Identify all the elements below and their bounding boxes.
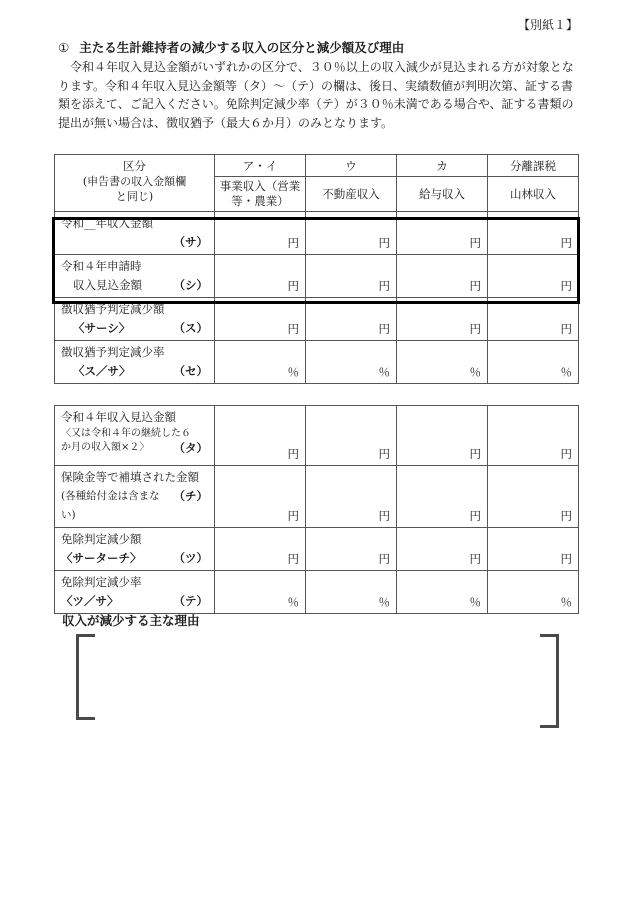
row-label: 徴収猶予判定減少率 〈ス／サ〉 （セ） [55, 341, 215, 384]
percent-cell[interactable] [488, 341, 579, 384]
row-tag: （チ） [173, 489, 208, 503]
unit-label: ％ [378, 365, 390, 379]
unit-label: 円 [469, 279, 481, 293]
instructions-paragraph: 令和４年収入見込金額がいずれかの区分で、３０％以上の収入減少が見込まれる方が対象となります。令和４年収入見込金額等（タ）～（テ）の欄は、後日、実績数値が判明次第、証する書類を添えて、ご記入ください。免除判定減少率（テ）が３０％未満である場合や、証する書類の提出が無い場合は、徴収猶予（最大６か月）のみとなります。 [58, 60, 574, 131]
percent-cell[interactable] [215, 571, 306, 614]
unit-label: 円 [560, 322, 572, 336]
percent-cell[interactable] [397, 571, 488, 614]
col-code-1: ア・イ [215, 155, 306, 177]
row-tag: （タ） [173, 441, 208, 455]
unit-label: 円 [287, 509, 299, 523]
reduction-table-1 [54, 154, 579, 384]
amount-cell[interactable] [397, 528, 488, 571]
amount-cell[interactable] [306, 406, 397, 466]
col-code-2: ウ [306, 155, 397, 177]
reduction-table-2 [54, 405, 579, 614]
col-name-1: 事業収入（営業等・農業） [215, 177, 306, 212]
amount-cell[interactable] [306, 528, 397, 571]
unit-label: 円 [469, 509, 481, 523]
unit-label: 円 [560, 279, 572, 293]
amount-cell[interactable] [215, 212, 306, 255]
unit-label: 円 [378, 447, 390, 461]
row-label: 保険金等で補填された金額 (各種給付金は含まない) （チ） [55, 466, 215, 528]
unit-label: 円 [469, 236, 481, 250]
unit-label: ％ [287, 595, 299, 609]
unit-label: ％ [560, 595, 572, 609]
amount-cell[interactable] [306, 298, 397, 341]
kubun-header: 区分 (申告書の収入金額欄 と同じ) [55, 155, 215, 212]
amount-cell[interactable] [397, 406, 488, 466]
amount-cell[interactable] [215, 298, 306, 341]
col-name-2: 不動産収入 [306, 177, 397, 212]
bracket-right [540, 634, 559, 728]
unit-label: 円 [378, 322, 390, 336]
table-row [55, 341, 579, 384]
amount-cell[interactable] [488, 528, 579, 571]
unit-label: ％ [378, 595, 390, 609]
row-tag: （ス） [173, 321, 208, 335]
unit-label: 円 [287, 322, 299, 336]
unit-label: ％ [469, 595, 481, 609]
row-label: 徴収猶予判定減少額 〈サーシ〉 （ス） [55, 298, 215, 341]
section-heading [58, 38, 404, 56]
amount-cell[interactable] [488, 255, 579, 298]
section-number: ① [58, 40, 70, 55]
row-label: 免除判定減少額 〈サーターチ〉 （ツ） [55, 528, 215, 571]
amount-cell[interactable] [306, 212, 397, 255]
col-code-3: カ [397, 155, 488, 177]
unit-label: ％ [560, 365, 572, 379]
row-label: 令和__年収入金額 （サ） [55, 212, 215, 255]
table-row [55, 298, 579, 341]
amount-cell[interactable] [215, 255, 306, 298]
amount-cell[interactable] [306, 466, 397, 528]
row-tag: （シ） [173, 278, 208, 292]
row-label: 令和４年収入見込金額 〈又は令和４年の継続した６ か月の収入額×２〉 （タ） [55, 406, 215, 466]
amount-cell[interactable] [306, 255, 397, 298]
col-name-3: 給与収入 [397, 177, 488, 212]
unit-label: 円 [469, 322, 481, 336]
unit-label: 円 [469, 552, 481, 566]
section-title: 主たる生計維持者の減少する収入の区分と減少額及び理由 [79, 40, 405, 55]
row-tag: （テ） [173, 594, 208, 608]
amount-cell[interactable] [215, 406, 306, 466]
percent-cell[interactable] [306, 341, 397, 384]
attachment-label: 【別紙１】 [517, 18, 578, 32]
table-row [55, 528, 579, 571]
table-row [55, 466, 579, 528]
unit-label: 円 [378, 236, 390, 250]
percent-cell[interactable] [215, 341, 306, 384]
unit-label: 円 [378, 509, 390, 523]
amount-cell[interactable] [397, 255, 488, 298]
amount-cell[interactable] [215, 466, 306, 528]
table-row [55, 571, 579, 614]
amount-cell[interactable] [397, 212, 488, 255]
unit-label: 円 [287, 279, 299, 293]
col-code-4: 分離課税 [488, 155, 579, 177]
unit-label: 円 [560, 236, 572, 250]
row-label: 令和４年申請時 収入見込金額 （シ） [55, 255, 215, 298]
percent-cell[interactable] [488, 571, 579, 614]
percent-cell[interactable] [397, 341, 488, 384]
amount-cell[interactable] [488, 406, 579, 466]
unit-label: 円 [560, 509, 572, 523]
amount-cell[interactable] [488, 466, 579, 528]
unit-label: 円 [469, 447, 481, 461]
reason-title: 収入が減少する主な理由 [62, 613, 200, 628]
amount-cell[interactable] [397, 298, 488, 341]
amount-cell[interactable] [488, 212, 579, 255]
table-row [55, 406, 579, 466]
unit-label: 円 [287, 552, 299, 566]
amount-cell[interactable] [215, 528, 306, 571]
unit-label: ％ [469, 365, 481, 379]
table-row [55, 212, 579, 255]
unit-label: ％ [287, 365, 299, 379]
amount-cell[interactable] [488, 298, 579, 341]
unit-label: 円 [560, 552, 572, 566]
unit-label: 円 [378, 279, 390, 293]
row-tag: （ツ） [173, 551, 208, 565]
amount-cell[interactable] [397, 466, 488, 528]
row-tag: （サ） [173, 235, 208, 249]
row-label: 免除判定減少率 〈ツ／サ〉 （テ） [55, 571, 215, 614]
row-tag: （セ） [173, 364, 208, 378]
unit-label: 円 [287, 447, 299, 461]
unit-label: 円 [560, 447, 572, 461]
table-row [55, 255, 579, 298]
unit-label: 円 [287, 236, 299, 250]
reason-input-area[interactable] [96, 640, 536, 716]
unit-label: 円 [378, 552, 390, 566]
bracket-left [76, 634, 95, 720]
percent-cell[interactable] [306, 571, 397, 614]
col-name-4: 山林収入 [488, 177, 579, 212]
